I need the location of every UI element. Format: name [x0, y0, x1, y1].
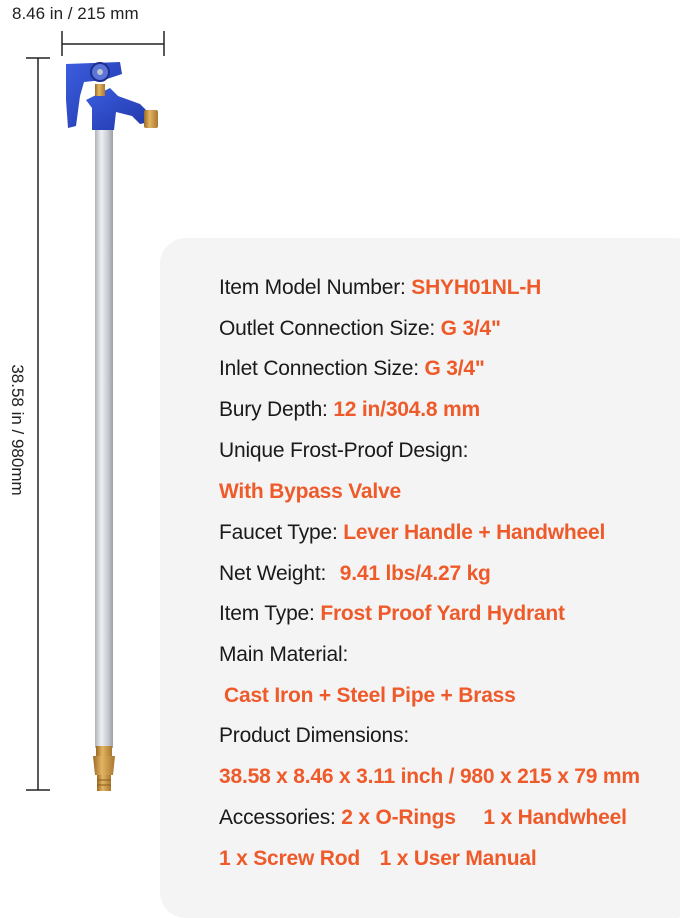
spec-row-item-type	[219, 599, 565, 629]
spec-value: Frost Proof Yard Hydrant	[320, 602, 565, 625]
height-dimension-label: 38.58 in / 980mm	[8, 364, 27, 496]
spec-label: Outlet Connection Size:	[219, 317, 436, 340]
spec-row-weight	[219, 559, 491, 589]
spec-row-inlet	[219, 354, 485, 384]
spec-value: 2 x O-Rings	[341, 806, 456, 829]
spec-row-accessories	[219, 803, 627, 833]
spec-value: Lever Handle + Handwheel	[343, 521, 606, 544]
spec-row-frost-label	[219, 436, 468, 466]
spec-value: With Bypass Valve	[219, 480, 401, 503]
spec-value: Cast Iron + Steel Pipe + Brass	[224, 684, 516, 707]
width-dimension-label: 8.46 in / 215 mm	[12, 4, 139, 23]
spec-row-product-dimensions-value	[219, 762, 640, 792]
spec-value: G 3/4"	[440, 317, 501, 340]
spec-row-material-value	[219, 681, 516, 711]
spec-label: Faucet Type:	[219, 521, 338, 544]
spec-label: Main Material:	[219, 643, 349, 666]
spec-label: Bury Depth:	[219, 398, 328, 421]
brass-inlet-fitting	[93, 746, 115, 791]
spec-row-material-label	[219, 640, 348, 670]
spec-value: 12 in/304.8 mm	[333, 398, 480, 421]
spec-value: 1 x User Manual	[379, 847, 537, 870]
steel-pipe	[95, 126, 113, 748]
spec-label: Item Type:	[219, 602, 315, 625]
spec-row-outlet	[219, 314, 501, 344]
spec-value: SHYH01NL-H	[411, 276, 542, 299]
spec-value: 1 x Handwheel	[483, 806, 627, 829]
spec-label: Net Weight:	[219, 562, 327, 585]
hydrant-head	[66, 62, 158, 130]
spec-value: 38.58 x 8.46 x 3.11 inch / 980 x 215 x 79 mm	[219, 765, 640, 788]
spec-row-model	[219, 273, 541, 303]
spec-label: Inlet Connection Size:	[219, 357, 419, 380]
spec-label: Accessories:	[219, 806, 336, 829]
height-dimension-line	[26, 58, 50, 790]
spec-label: Item Model Number:	[219, 276, 406, 299]
spec-row-bury-depth	[219, 395, 480, 425]
spec-value: 1 x Screw Rod	[219, 847, 360, 870]
spec-row-frost-value	[219, 477, 401, 507]
width-dimension-line	[62, 31, 164, 56]
spec-row-faucet	[219, 518, 605, 548]
spec-row-product-dimensions-label	[219, 721, 409, 751]
spec-label: Unique Frost-Proof Design:	[219, 439, 469, 462]
spec-value: 9.41 lbs/4.27 kg	[339, 562, 491, 585]
spec-value: G 3/4"	[424, 357, 485, 380]
spec-row-accessories-continued	[219, 844, 537, 874]
spec-label: Product Dimensions:	[219, 724, 409, 747]
